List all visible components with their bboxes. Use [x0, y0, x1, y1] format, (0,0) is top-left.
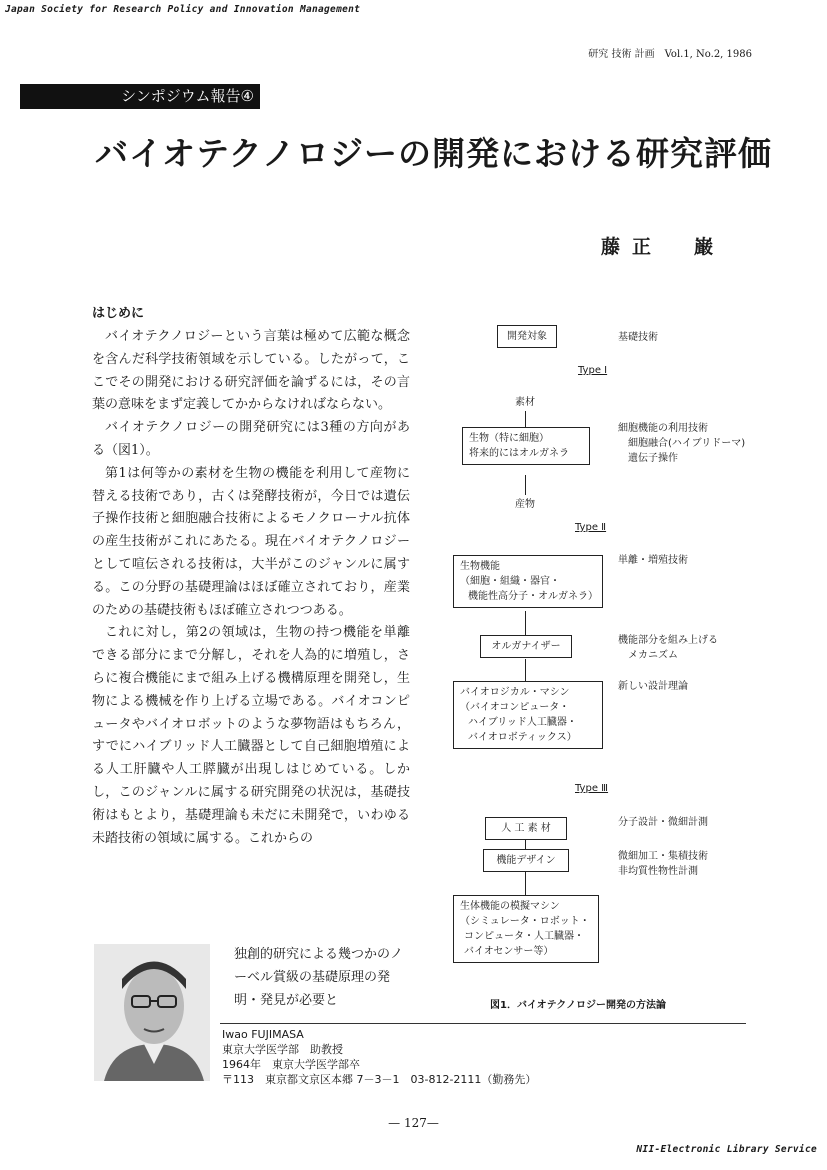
fig-text: バイオセンサー等）	[464, 946, 554, 957]
fig-box-biomachine	[453, 681, 603, 749]
author-bio	[222, 1027, 536, 1087]
fig-text: 生物（特に細胞）	[469, 433, 549, 444]
fig-arrow	[525, 659, 526, 681]
body-continuation: 独創的研究による幾つかのノーベル賞級の基礎原理の発明・発見が必要と	[234, 947, 404, 1008]
fig-text: バイオロジカル・マシン	[460, 687, 570, 698]
journal-info: 研究 技術 計画 Vol.1, No.2, 1986	[588, 49, 752, 60]
fig-box-cell	[462, 427, 590, 465]
fig-text: 将来的にはオルガネラ	[469, 448, 569, 459]
author-name: 藤正 巌	[600, 236, 725, 258]
society-header: Japan Society for Research Policy and Innovation Management	[5, 4, 361, 15]
fig-box-simulator	[453, 895, 599, 963]
fig-label: 基礎技術	[618, 332, 658, 343]
fig-text: メカニズム	[628, 650, 678, 661]
bio-line: 〒113 東京都文京区本郷 7－3－1 03-812-2111（勤務先）	[222, 1073, 537, 1086]
footer-service: NII-Electronic Library Service	[636, 1144, 817, 1155]
fig-type-label: Type Ⅲ	[575, 783, 609, 794]
fig-text: 微細加工・集積技術	[618, 851, 708, 862]
paragraph: バイオテクノロジーという言葉は極めて広範な概念を含んだ科学技術領域を示している。したがって，ここでその開発における研究評価を論ずるには，その言葉の意味をまず定義してかからなければならない。	[92, 329, 410, 413]
page-number: — 127—	[388, 1116, 439, 1130]
symposium-banner: シンポジウム報告④	[20, 84, 260, 109]
fig-type-label: Type Ⅱ	[575, 522, 607, 533]
fig-text: 機能部分を組み上げる	[618, 635, 718, 646]
fig-label: 新しい設計理論	[618, 681, 688, 692]
fig-text: （細胞・組織・器官・	[460, 576, 560, 587]
bio-line: 1964年 東京大学医学部卒	[222, 1058, 360, 1071]
section-heading: はじめに	[92, 306, 145, 321]
paragraph: これに対し，第2の領域は，生物の持つ機能を単離できる部分にまで分解し，それを人為的に増殖し，さらに複合機能にまで組み上げる機構原理を開発し，生物による機械を作り上げる立場である。バイオコンピュータやバイオロボットのような夢物語はもちろん，すでにハイブリッド人工臓器として自己細胞増殖による人工肝臓や人工膵臓が出現しはじめている。しかし，このジャンルに属する研究開発の状況は，基礎技術はもとより，基礎理論も未だに未開発で，いわゆる未踏技術の領域に属する。これからの	[92, 625, 410, 846]
bio-line: 東京大学医学部 助教授	[222, 1043, 343, 1056]
figure-1	[445, 315, 775, 1015]
body-text	[92, 326, 410, 850]
fig-text: 遺伝子操作	[628, 453, 678, 464]
fig-label	[618, 421, 745, 466]
fig-text: バイオロボティックス）	[468, 732, 577, 743]
paragraph: 第1は何等かの素材を生物の機能を利用して産物に替える技術であり，古くは発酵技術が，今日では遺伝子操作技術と細胞融合技術によるモノクローナル抗体の産生技術がこれにあたる。現在バイオテクノロジーとして喧伝される技術は，大半がこのジャンルに属する。この分野の基礎理論はほぼ確立されており，産業のための基礎技術もほぼ確立されつつある。	[92, 465, 410, 618]
fig-arrow	[525, 839, 526, 849]
fig-label: 素材	[515, 397, 535, 408]
bio-rule	[220, 1023, 746, 1024]
fig-box-biofunc	[453, 555, 603, 608]
fig-label	[618, 849, 708, 879]
fig-arrow	[525, 411, 526, 427]
fig-label	[618, 633, 718, 663]
fig-text: （シミュレータ・ロボット・	[460, 916, 590, 927]
fig-label: 単離・増殖技術	[618, 555, 688, 566]
author-photo	[94, 944, 210, 1081]
paragraph: バイオテクノロジーの開発研究には3種の方向がある（図1）。	[92, 420, 410, 458]
fig-text: 非均質性物性計測	[618, 866, 698, 877]
fig-box-organizer: オルガナイザー	[480, 635, 572, 658]
fig-arrow	[525, 611, 526, 635]
bio-name: Iwao FUJIMASA	[222, 1028, 304, 1041]
fig-label: 産物	[515, 499, 535, 510]
fig-box-artificial: 人 工 素 材	[485, 817, 567, 840]
fig-text: ハイブリッド人工臓器・	[468, 717, 577, 728]
fig-text: 細胞機能の利用技術	[618, 423, 708, 434]
fig-box-target: 開発対象	[497, 325, 557, 348]
fig-text: コンピュータ・人工臓器・	[464, 931, 584, 942]
fig-label: 分子設計・微細計測	[618, 817, 708, 828]
figure-caption: 図1．バイオテクノロジー開発の方法論	[490, 1000, 667, 1011]
fig-text: 細胞融合(ハイブリドーマ)	[628, 438, 746, 449]
fig-box-funcdesign: 機能デザイン	[483, 849, 569, 872]
fig-type-label: Type Ⅰ	[578, 365, 608, 376]
fig-arrow	[525, 475, 526, 495]
fig-text: （バイオコンピュータ・	[460, 702, 570, 713]
fig-text: 生物機能	[460, 561, 500, 572]
fig-text: 生体機能の模擬マシン	[460, 901, 560, 912]
fig-arrow	[525, 871, 526, 895]
article-title: バイオテクノロジーの開発における研究評価	[95, 134, 773, 173]
fig-text: 機能性高分子・オルガネラ）	[468, 591, 598, 602]
